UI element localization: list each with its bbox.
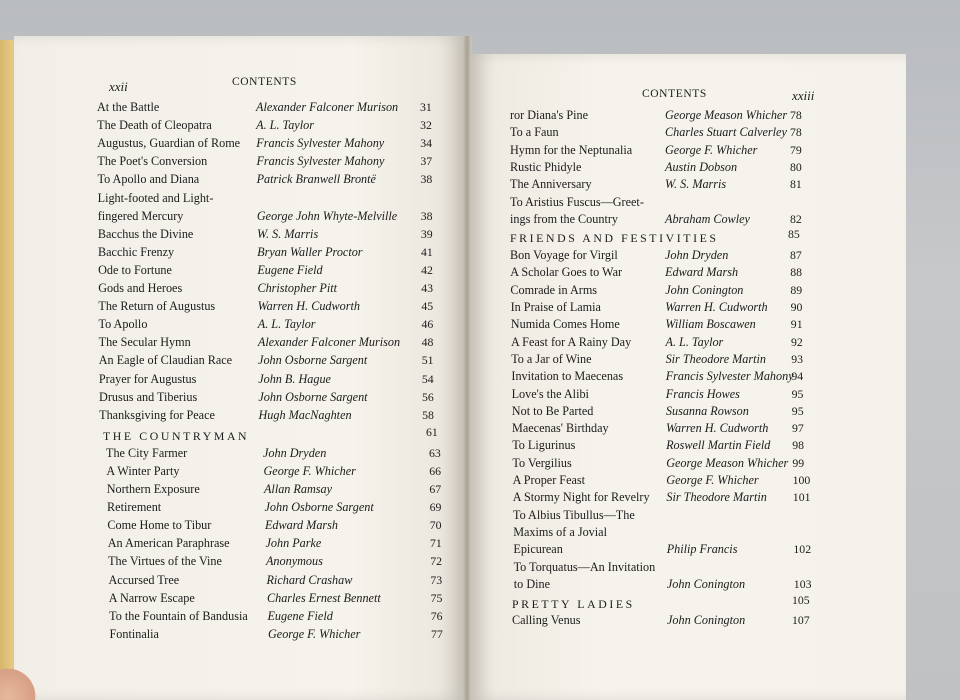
toc-entry [510,108,820,126]
toc-entry [106,446,459,464]
entry-title: The Death of Cleopatra [97,118,212,133]
toc-entry [512,387,822,405]
entry-page-number: 37 [420,154,433,169]
toc-entry [513,473,823,491]
entry-page-number: 32 [420,118,432,133]
entry-author: Francis Sylvester Mahony [256,154,385,169]
entry-title: The Return of Augustus [98,299,216,314]
entry-title: Calling Venus [512,613,581,628]
entry-author: Charles Stuart Calverley [665,125,787,140]
entry-page-number: 99 [792,455,805,470]
entry-title: A Narrow Escape [108,590,195,605]
entry-title: Epicurean [513,542,563,557]
toc-entry [512,404,822,422]
left-page [14,36,464,700]
entry-author: Anonymous [265,554,323,569]
entry-page-number: 79 [790,142,802,157]
entry-title: A Scholar Goes to War [510,265,623,280]
toc-entry [97,154,450,172]
entry-author: Patrick Branwell Brontë [256,172,376,187]
entry-author: Abraham Cowley [665,211,750,226]
toc-entry [510,195,820,213]
entry-author: Susanna Rowson [665,403,749,418]
entry-title: Ode to Fortune [98,262,172,277]
entry-author: George Meason Whicher [665,108,788,122]
entry-page-number: 95 [791,386,804,401]
entry-title: To a Jar of Wine [511,351,592,366]
toc-entry [98,227,451,245]
toc-entry [511,300,821,318]
entry-page-number: 71 [430,536,442,551]
toc-entry [108,536,460,554]
entry-page-number: 48 [421,335,434,350]
toc-entry [97,100,450,118]
entry-title: Invitation to Maecenas [511,369,624,384]
entry-title: To Albius Tibullus—The [513,507,635,522]
toc-entry [107,482,460,500]
entry-title: fingered Mercury [97,208,184,223]
entry-page-number: 93 [791,351,803,366]
toc-entry [98,209,451,227]
entry-title: To Apollo [98,317,148,332]
entry-page-number: 73 [430,572,443,587]
entry-title: to Dine [513,576,551,591]
right-running-header: CONTENTS [642,88,707,100]
entry-author: John Osborne Sargent [258,389,368,404]
entry-page-number: 67 [429,482,442,496]
toc-entry [98,172,451,190]
entry-title: Bon Voyage for Virgil [510,248,618,263]
entry-title: Drusus and Tiberius [99,389,198,404]
entry-title: ings from the Country [510,211,618,226]
entry-page-number: 101 [792,490,811,505]
entry-page-number: 31 [420,100,432,114]
entry-title: The Secular Hymn [98,335,191,350]
entry-author: John Conington [667,613,746,628]
section-page-number: 61 [426,424,438,439]
entry-page-number: 87 [790,248,802,263]
entry-page-number: 72 [430,554,442,569]
entry-page-number: 75 [430,590,443,605]
entry-title: To a Faun [510,125,559,140]
toc-entry [513,525,823,543]
entry-title: Numida Comes Home [510,317,620,332]
toc-entry [99,353,452,371]
toc-entry [98,299,451,317]
entry-page-number: 81 [790,177,802,192]
entry-page-number: 58 [422,407,434,422]
toc-entry [98,191,451,209]
entry-author: George John Whyte-Melville [256,208,398,223]
entry-title: To the Fountain of Bandusia [109,608,248,623]
entry-title: To Vergilius [512,455,572,470]
entry-author: Francis Howes [665,386,740,401]
entry-title: In Praise of Lamia [510,300,601,314]
entry-author: John Parke [265,536,322,551]
toc-entry [510,177,820,195]
toc-entry [510,265,820,283]
entry-author: Alexander Falconer Murison [257,335,401,350]
entry-page-number: 56 [422,389,434,404]
entry-page-number: 92 [791,334,803,349]
entry-page-number: 89 [790,282,803,297]
entry-title: Not to Be Parted [511,403,594,418]
entry-author: Roswell Martin Field [666,438,771,453]
entry-author: A. L. Taylor [256,118,314,133]
entry-author: Eugene Field [257,262,323,277]
entry-author: Edward Marsh [264,518,339,533]
toc-entry [510,248,820,266]
entry-page-number: 42 [421,262,433,277]
entry-title: Come Home to Tibur [107,518,212,533]
entry-title: At the Battle [97,100,160,114]
entry-author: George F. Whicher [268,626,361,641]
entry-title: Hymn for the Neptunalia [510,142,633,157]
entry-title: Light-footed and Light- [97,190,214,205]
entry-title: The City Farmer [106,445,188,460]
toc-entry [514,577,824,595]
entry-title: Prayer for Augustus [98,371,197,386]
entry-page-number: 82 [790,211,802,226]
entry-title: Maecenas' Birthday [512,421,609,436]
section-heading: THE COUNTRYMAN [103,428,250,443]
entry-title: Love's the Alibi [511,386,589,401]
entry-page-number: 41 [421,244,433,259]
entry-page-number: 94 [791,369,804,384]
entry-author: A. L. Taylor [665,334,724,349]
toc-entry [512,456,822,474]
entry-author: Allan Ramsay [263,482,333,496]
section-heading: FRIENDS AND FESTIVITIES [510,231,719,246]
entry-author: John Osborne Sargent [264,500,374,515]
entry-author: Richard Crashaw [266,572,353,587]
section-heading: PRETTY LADIES [512,597,635,612]
entry-author: John Osborne Sargent [258,353,368,368]
toc-entry [99,335,452,353]
toc-entry [106,464,459,482]
toc-entry [511,352,821,370]
entry-author: William Boscawen [665,317,756,332]
entry-page-number: 70 [429,518,442,533]
entry-page-number: 98 [792,438,804,453]
entry-page-number: 39 [420,226,433,241]
toc-entry [513,542,823,560]
entry-title: The Anniversary [510,177,592,192]
entry-page-number: 51 [421,353,434,368]
entry-page-number: 100 [792,473,811,487]
entry-title: A Proper Feast [512,473,586,487]
entry-page-number: 46 [421,317,434,332]
left-running-header: CONTENTS [232,76,297,88]
toc-entry [98,245,451,263]
entry-title: Retirement [107,500,162,515]
toc-entry [510,212,820,230]
section-page-number: 85 [788,227,800,242]
entry-page-number: 88 [790,265,802,280]
entry-page-number: 76 [430,608,443,623]
entry-title: To Torquatus—An Invitation [513,559,656,574]
toc-entry [512,438,822,456]
right-folio: xxiii [792,88,815,103]
entry-page-number: 34 [420,136,433,151]
entry-title: Northern Exposure [106,482,200,496]
entry-author: Hugh MacNaghten [258,407,352,422]
entry-page-number: 78 [790,125,802,140]
entry-author: John Conington [666,576,746,591]
entry-page-number: 107 [792,613,810,628]
entry-author: George Meason Whicher [666,455,789,470]
entry-title: An Eagle of Claudian Race [98,353,233,368]
entry-author: Sir Theodore Martin [665,351,767,366]
toc-entry [511,317,821,335]
toc-entry [510,160,820,178]
toc-entry [511,369,821,387]
entry-title: Gods and Heroes [98,281,183,295]
entry-page-number: 78 [790,108,802,122]
entry-title: A Winter Party [106,463,180,478]
toc-entry [108,573,460,591]
thumb [0,664,40,700]
toc-entry [512,613,822,631]
toc-entry [511,335,821,353]
toc-entry [512,421,822,439]
entry-page-number: 66 [429,463,441,478]
entry-author: Warren H. Cudworth [666,421,769,436]
entry-title: Thanksgiving for Peace [99,407,215,422]
entry-author: John Conington [665,282,744,297]
toc-entry [99,372,452,390]
entry-author: Sir Theodore Martin [666,490,767,505]
entry-page-number: 38 [420,172,433,187]
entry-title: The Virtues of the Vine [108,554,222,569]
entry-page-number: 97 [792,421,804,436]
entry-author: A. L. Taylor [257,317,316,332]
entry-page-number: 38 [420,208,433,223]
entry-title: Augustus, Guardian of Rome [97,136,241,151]
entry-author: Charles Ernest Bennett [266,590,381,605]
toc-entry [98,281,451,299]
entry-title: Rustic Phidyle [510,159,582,174]
entry-author: Warren H. Cudworth [665,300,768,314]
toc-entry [513,490,823,508]
entry-title: A Feast for A Rainy Day [511,334,632,349]
toc-entry [97,136,450,154]
toc-entry [99,408,452,426]
right-page [470,54,906,700]
entry-author: Austin Dobson [665,159,738,174]
entry-page-number: 91 [790,317,803,332]
entry-page-number: 77 [431,626,443,641]
toc-entry [510,283,820,301]
toc-entry [107,518,459,536]
entry-author: Edward Marsh [665,265,739,280]
entry-author: W. S. Marris [257,226,319,241]
entry-author: John Dryden [665,248,729,263]
entry-title: Fontinalia [109,626,159,641]
toc-entry [514,560,824,578]
entry-author: Christopher Pitt [257,281,338,295]
entry-author: W. S. Marris [665,177,727,192]
toc-entry [108,554,460,572]
toc-entry [109,609,461,627]
entry-title: To Ligurinus [512,438,576,453]
entry-author: Alexander Falconer Murison [256,100,399,114]
entry-page-number: 103 [793,576,812,591]
toc-entry [97,118,450,136]
entry-author: Bryan Waller Proctor [257,244,363,259]
entry-title: The Poet's Conversion [97,154,208,169]
entry-title: Maxims of a Jovial [513,524,607,539]
toc-entry [109,591,461,609]
toc-entry [510,125,820,143]
entry-title: Accursed Tree [108,572,180,587]
entry-page-number: 95 [791,403,804,418]
entry-title: ror Diana's Pine [510,108,589,122]
entry-author: George F. Whicher [263,463,356,478]
entry-title: Comrade in Arms [510,282,598,297]
toc-entry [99,390,452,408]
entry-author: John Dryden [263,445,327,460]
entry-title: An American Paraphrase [107,536,230,551]
entry-page-number: 102 [793,542,812,557]
entry-page-number: 69 [429,500,442,515]
entry-page-number: 54 [421,371,434,386]
entry-author: Eugene Field [267,608,333,623]
toc-entry [99,317,452,335]
toc-entry [510,143,820,161]
entry-page-number: 63 [429,445,441,460]
entry-author: Francis Sylvester Mahony [665,369,794,384]
entry-title: To Apollo and Diana [97,172,200,187]
entry-title: A Stormy Night for Revelry [512,490,650,505]
toc-entry [107,500,460,518]
toc-entry [98,263,451,281]
section-page-number: 105 [792,593,810,608]
entry-author: Warren H. Cudworth [257,299,360,314]
toc-entry [513,508,823,526]
entry-page-number: 90 [790,300,803,314]
entry-author: George F. Whicher [666,473,759,487]
entry-author: Philip Francis [666,542,738,557]
entry-title: Bacchus the Divine [97,226,194,241]
entry-author: George F. Whicher [665,142,758,157]
entry-author: Francis Sylvester Mahony [256,136,385,151]
entry-page-number: 45 [421,299,434,314]
entry-author: John B. Hague [258,371,331,386]
toc-entry [110,627,462,645]
entry-title: To Aristius Fuscus—Greet- [510,194,644,209]
left-folio: xxii [109,79,128,94]
entry-page-number: 43 [421,281,434,295]
entry-title: Bacchic Frenzy [98,244,175,259]
entry-page-number: 80 [790,159,802,174]
